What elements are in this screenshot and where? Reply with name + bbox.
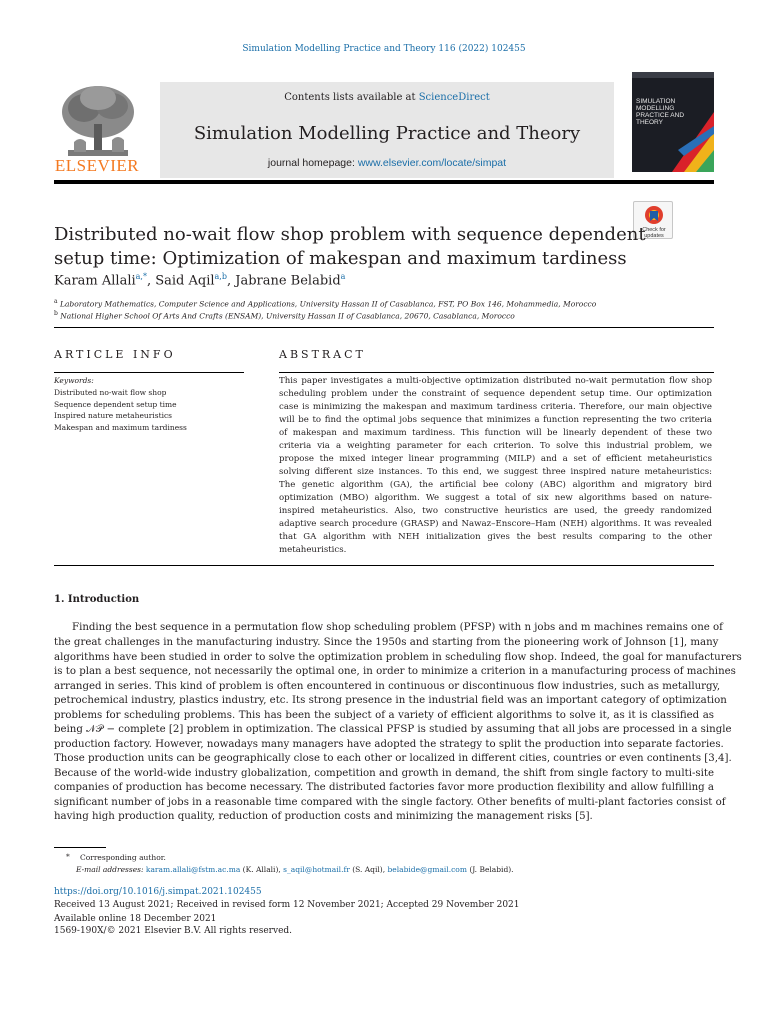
email-label: E-mail addresses: [76, 865, 146, 874]
abstract-line: that GA algorithm with NEH initialization gives the best results comparing to the other [279, 532, 712, 542]
article-title-line-1: Distributed no-wait flow shop problem with sequence dependent [54, 224, 646, 245]
cover-title: SIMULATION MODELLING PRACTICE AND THEORY [636, 98, 685, 126]
abstract-line: solving different size instances. To this end, we suggest three inspired nature metaheuristics: [279, 467, 712, 477]
author-affil-mark[interactable]: a [340, 272, 346, 281]
homepage-prefix: journal homepage: [267, 157, 358, 169]
abstract-line: metaheuristics. [279, 545, 347, 555]
abstract-line: case is minimizing the makespan and maximum tardiness criteria. Therefore, our main objective [279, 402, 712, 412]
header-rule [54, 180, 714, 184]
affiliation-text: National Higher School Of Arts And Crafts (ENSAM), University Hassan II of Casablanca, 20670, Casablanca, Morocco [60, 311, 515, 321]
keyword-item: Makespan and maximum tardiness [54, 423, 187, 432]
abstract-rule [279, 372, 714, 373]
body-line: Those production units can be geographically close to each other or localized in different cities, countries or even continents [3,4]. [54, 753, 732, 764]
abstract-line: will be to find the optimal jobs sequence that minimizes a function representing the two criteria [279, 415, 712, 425]
abstract-line: optimization (MBO) algorithm. We suggest a total of six new algorithms based on nature- [279, 493, 712, 503]
email-link[interactable]: belabide@gmail.com [387, 865, 467, 874]
journal-reference[interactable]: Simulation Modelling Practice and Theory 116 (2022) 102455 [242, 44, 526, 54]
keywords-label: Keywords: [54, 376, 94, 385]
email-owner: (J. Belabid). [466, 865, 514, 874]
affiliation-text: Laboratory Mathematics, Computer Science and Applications, University Hassan II of Casablanca, FST, PO Box 146, Mohammedia, Morocco [59, 299, 597, 309]
author-name: Jabrane Belabid [235, 273, 341, 289]
article-info-heading: ARTICLE INFO [54, 348, 176, 361]
contents-prefix: Contents lists available at [284, 92, 419, 103]
abstract-line: inspired metaheuristics. Also, two constructive heuristics are used, the greedy randomized [279, 506, 712, 516]
body-line: is to plan a best sequence, not necessarily the optimal one, in order to minimize a criterion in a manufacturing process of machines [54, 666, 736, 677]
abstract-line: This paper investigates a multi-objective optimization distributed no-wait permutation flow shop [279, 376, 712, 386]
abstract-line: The genetic algorithm (GA), the artificial bee colony (ABC) algorithm and migratory bird [279, 480, 712, 490]
body-line: companies of production has become necessary. The distributed factories favor more production flexibility and allow fulfilling a [54, 782, 714, 793]
email-link[interactable]: karam.allali@fstm.ac.ma [145, 865, 241, 874]
body-line: Because of the world-wide industry globalization, competition and growth in demand, the shift from single factory to multi-site [54, 768, 714, 779]
section-title-introduction: 1. Introduction [54, 594, 140, 605]
affiliation-mark: a [54, 298, 58, 305]
journal-cover [632, 72, 714, 172]
corresponding-author-note: Corresponding author. [80, 853, 166, 862]
homepage-line [160, 157, 614, 169]
body-line: being 𝒩𝒫 − complete [2] problem in optimization. The classical PFSP is studied by assuming that all jobs are processed in a single [54, 724, 732, 735]
journal-banner [160, 82, 614, 178]
keyword-item: Sequence dependent setup time [54, 400, 177, 409]
body-line: the great challenges in the manufacturing industry. Since the 1950s and starting from the pioneering work of Johnson [1], many [54, 637, 719, 648]
body-line: Finding the best sequence in a permutation flow shop scheduling problem (PFSP) with n jobs and m machines remains one of [72, 622, 723, 633]
body-line: production factory. However, nowadays many managers have adopted the strategy to split the production into separate factories. [54, 739, 724, 750]
journal-title: Simulation Modelling Practice and Theory [193, 123, 581, 144]
available-online: Available online 18 December 2021 [54, 914, 217, 924]
author-affil-mark[interactable]: a,b [214, 272, 227, 281]
keywords-rule [54, 372, 244, 373]
body-line: having high production quality, reduction of production costs and minimizing the management risks [5]. [54, 811, 593, 822]
doi-link[interactable]: https://doi.org/10.1016/j.simpat.2021.102455 [54, 887, 262, 897]
body-line: problems for scheduling problems. This has been the subject of a variety of efficient algorithms to solve it, as it is classified as [54, 710, 714, 721]
author-name: Said Aqil [155, 273, 215, 289]
article-title-line-2: setup time: Optimization of makespan and maximum tardiness [54, 248, 627, 269]
email-owner: (S. Aqil), [349, 865, 388, 874]
affiliation-b [54, 310, 515, 321]
email-owner: (K. Allali), [240, 865, 284, 874]
author-name: Karam Allali [54, 273, 136, 289]
body-line: algorithms have been studied in order to solve the optimization problem in scheduling flow shop. Indeed, the goal for manufacturers [54, 652, 742, 663]
author-list [54, 272, 345, 288]
author-separator: , [226, 273, 236, 289]
abstract-line: criteria via a weighting parameter for each criterion. To solve this industrial problem, we [279, 441, 712, 451]
journal-header [54, 72, 714, 178]
abstract-line: of makespan and maximum tardiness. This function will be linearly dependent of these two [279, 428, 712, 438]
received-dates: Received 13 August 2021; Received in revised form 12 November 2021; Accepted 29 November 2021 [54, 900, 520, 910]
check-updates-label: Check for updates [642, 227, 666, 239]
copyright: 1569-190X/© 2021 Elsevier B.V. All rights reserved. [54, 926, 293, 936]
homepage-link[interactable]: www.elsevier.com/locate/simpat [357, 157, 507, 169]
footnote-star: * [66, 852, 70, 861]
author-separator: , [146, 273, 156, 289]
body-line: significant number of jobs in a reasonable time compared with the single factory. Other benefits of multi-plant factories consist of [54, 797, 726, 808]
affiliation-rule [54, 327, 714, 328]
keyword-item: Inspired nature metaheuristics [54, 411, 173, 420]
abstract-line: propose the mixed integer linear programming (MILP) and a set of efficient metaheuristics [279, 454, 712, 464]
body-line: arranged in series. This kind of problem is often encountered in continuous or discontinuous flow industries, such as metallurgy, [54, 681, 721, 692]
abstract-end-rule [54, 565, 714, 566]
contents-line [160, 92, 614, 103]
abstract-line: adaptive search procedure (GRASP) and Nawaz–Enscore–Ham (NEH) algorithms. It was revealed [279, 519, 712, 529]
email-footnote [76, 865, 514, 874]
body-line: petrochemical industry, plastics industry, etc. Its strong presence in the industrial field was an important category of optimization [54, 695, 727, 706]
affiliation-mark: b [54, 310, 58, 317]
affiliation-a [54, 298, 596, 309]
elsevier-wordmark: ELSEVIER [54, 156, 140, 175]
email-link[interactable]: s_aqil@hotmail.fr [283, 865, 350, 874]
sciencedirect-link[interactable]: ScienceDirect [418, 92, 490, 103]
footnote-rule [54, 847, 106, 848]
keyword-item: Distributed no-wait flow shop [54, 388, 167, 397]
author-affil-mark[interactable]: a,* [135, 272, 147, 281]
abstract-heading: ABSTRACT [279, 348, 366, 361]
abstract-line: scheduling problem under the constraint of sequence dependent setup time. Our optimization [279, 389, 712, 399]
